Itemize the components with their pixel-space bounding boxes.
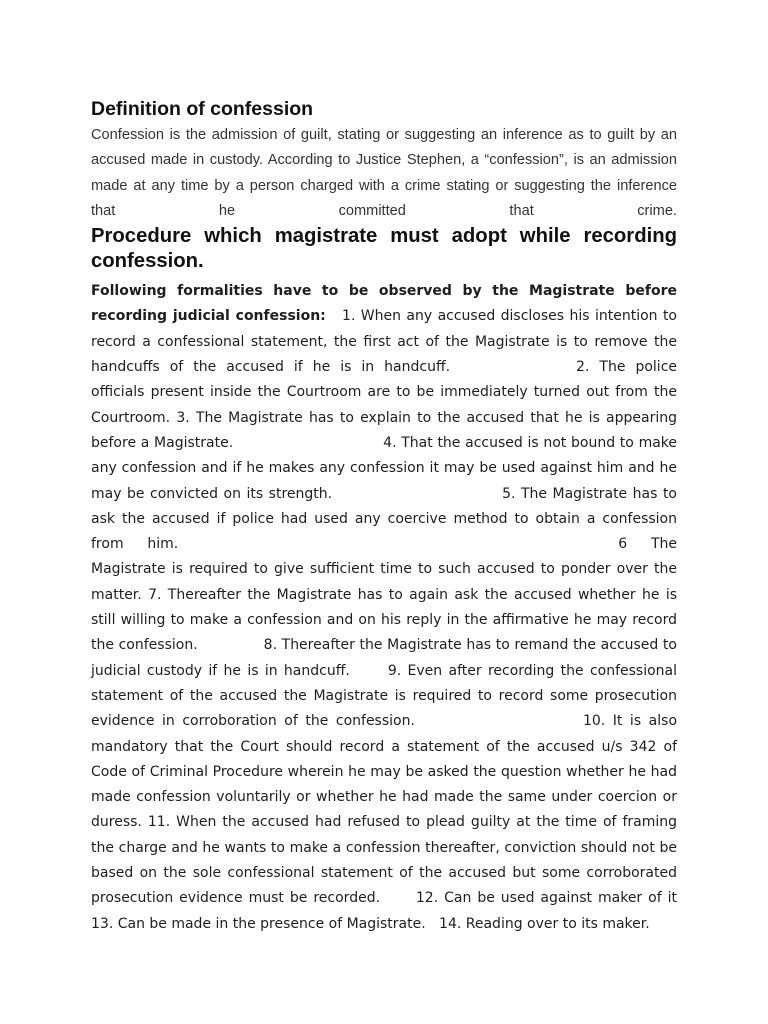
list-item: 7. Thereafter the Magistrate has to again ask the accused whether he is still willing to make a confession and on his reply in the affirmative he may record the confession. [91,586,678,654]
document-page [91,96,677,937]
page-title: Definition of confession [91,98,314,120]
list-item: 10. It is also mandatory that the Court should record a statement of the accused u/s 342 of Code of Criminal Procedure wherein he may be asked the question whether he had made confession voluntarily or whether he had made the same under coercion or duress. [91,713,678,831]
list-item: 13. Can be made in the presence of Magistrate. [91,915,426,932]
list-item: 9. Even after recording the confessional statement of the accused the Magistrate is required to record some prosecution evidence in corroboration of the confession. [91,662,678,730]
list-item: 5. The Magistrate has to ask the accused if police had used any coercive method to obtain a confession from him. [91,485,677,553]
list-item: 1. When any accused discloses his intention to record a confessional statement, the first act of the Magistrate is to remove the handcuffs of the accused if he is in handcuff. [91,308,677,376]
list-item: 4. That the accused is not bound to make any confession and if he makes any confession it may be used against him and he may be convicted on its strength. [91,434,678,502]
list-item: 8. Thereafter the Magistrate has to remand the accused to judicial custody if he is in handcuff. [91,637,677,679]
lead-sentence: Following formalities have to be observed by the Magistrate before recording judicial confession: [91,283,677,325]
list-item: 6 The Magistrate is required to give sufficient time to such accused to ponder over the matter. [91,536,677,603]
list-item: 14. Reading over to its maker. [439,915,650,932]
list-item: 3. The Magistrate has to explain to the accused that he is appearing before a Magistrate. [91,409,678,451]
procedure-heading: Procedure which magistrate must adopt while recording confession. [91,225,677,273]
list-item: 2. The police officials present inside the Courtroom are to be immediately turned out from the Courtroom. [91,359,678,426]
intro-paragraph: Confession is the admission of guilt, stating or suggesting an inference as to guilt by an accused made in custody. According to Justice Stephen, a “confession”, is an admission made at any time by a person charged with a crime stating or suggesting the inference that he committed that crime. [91,127,677,219]
list-item: 11. When the accused had refused to plead guilty at the time of framing the charge and he wants to make a confession thereafter, conviction should not be based on the sole confessional statement of the accused but some corroborated prosecution evidence must be recorded. [91,814,678,907]
list-item: 12. Can be used against maker of it [415,890,678,907]
procedure-paragraph [91,279,677,937]
